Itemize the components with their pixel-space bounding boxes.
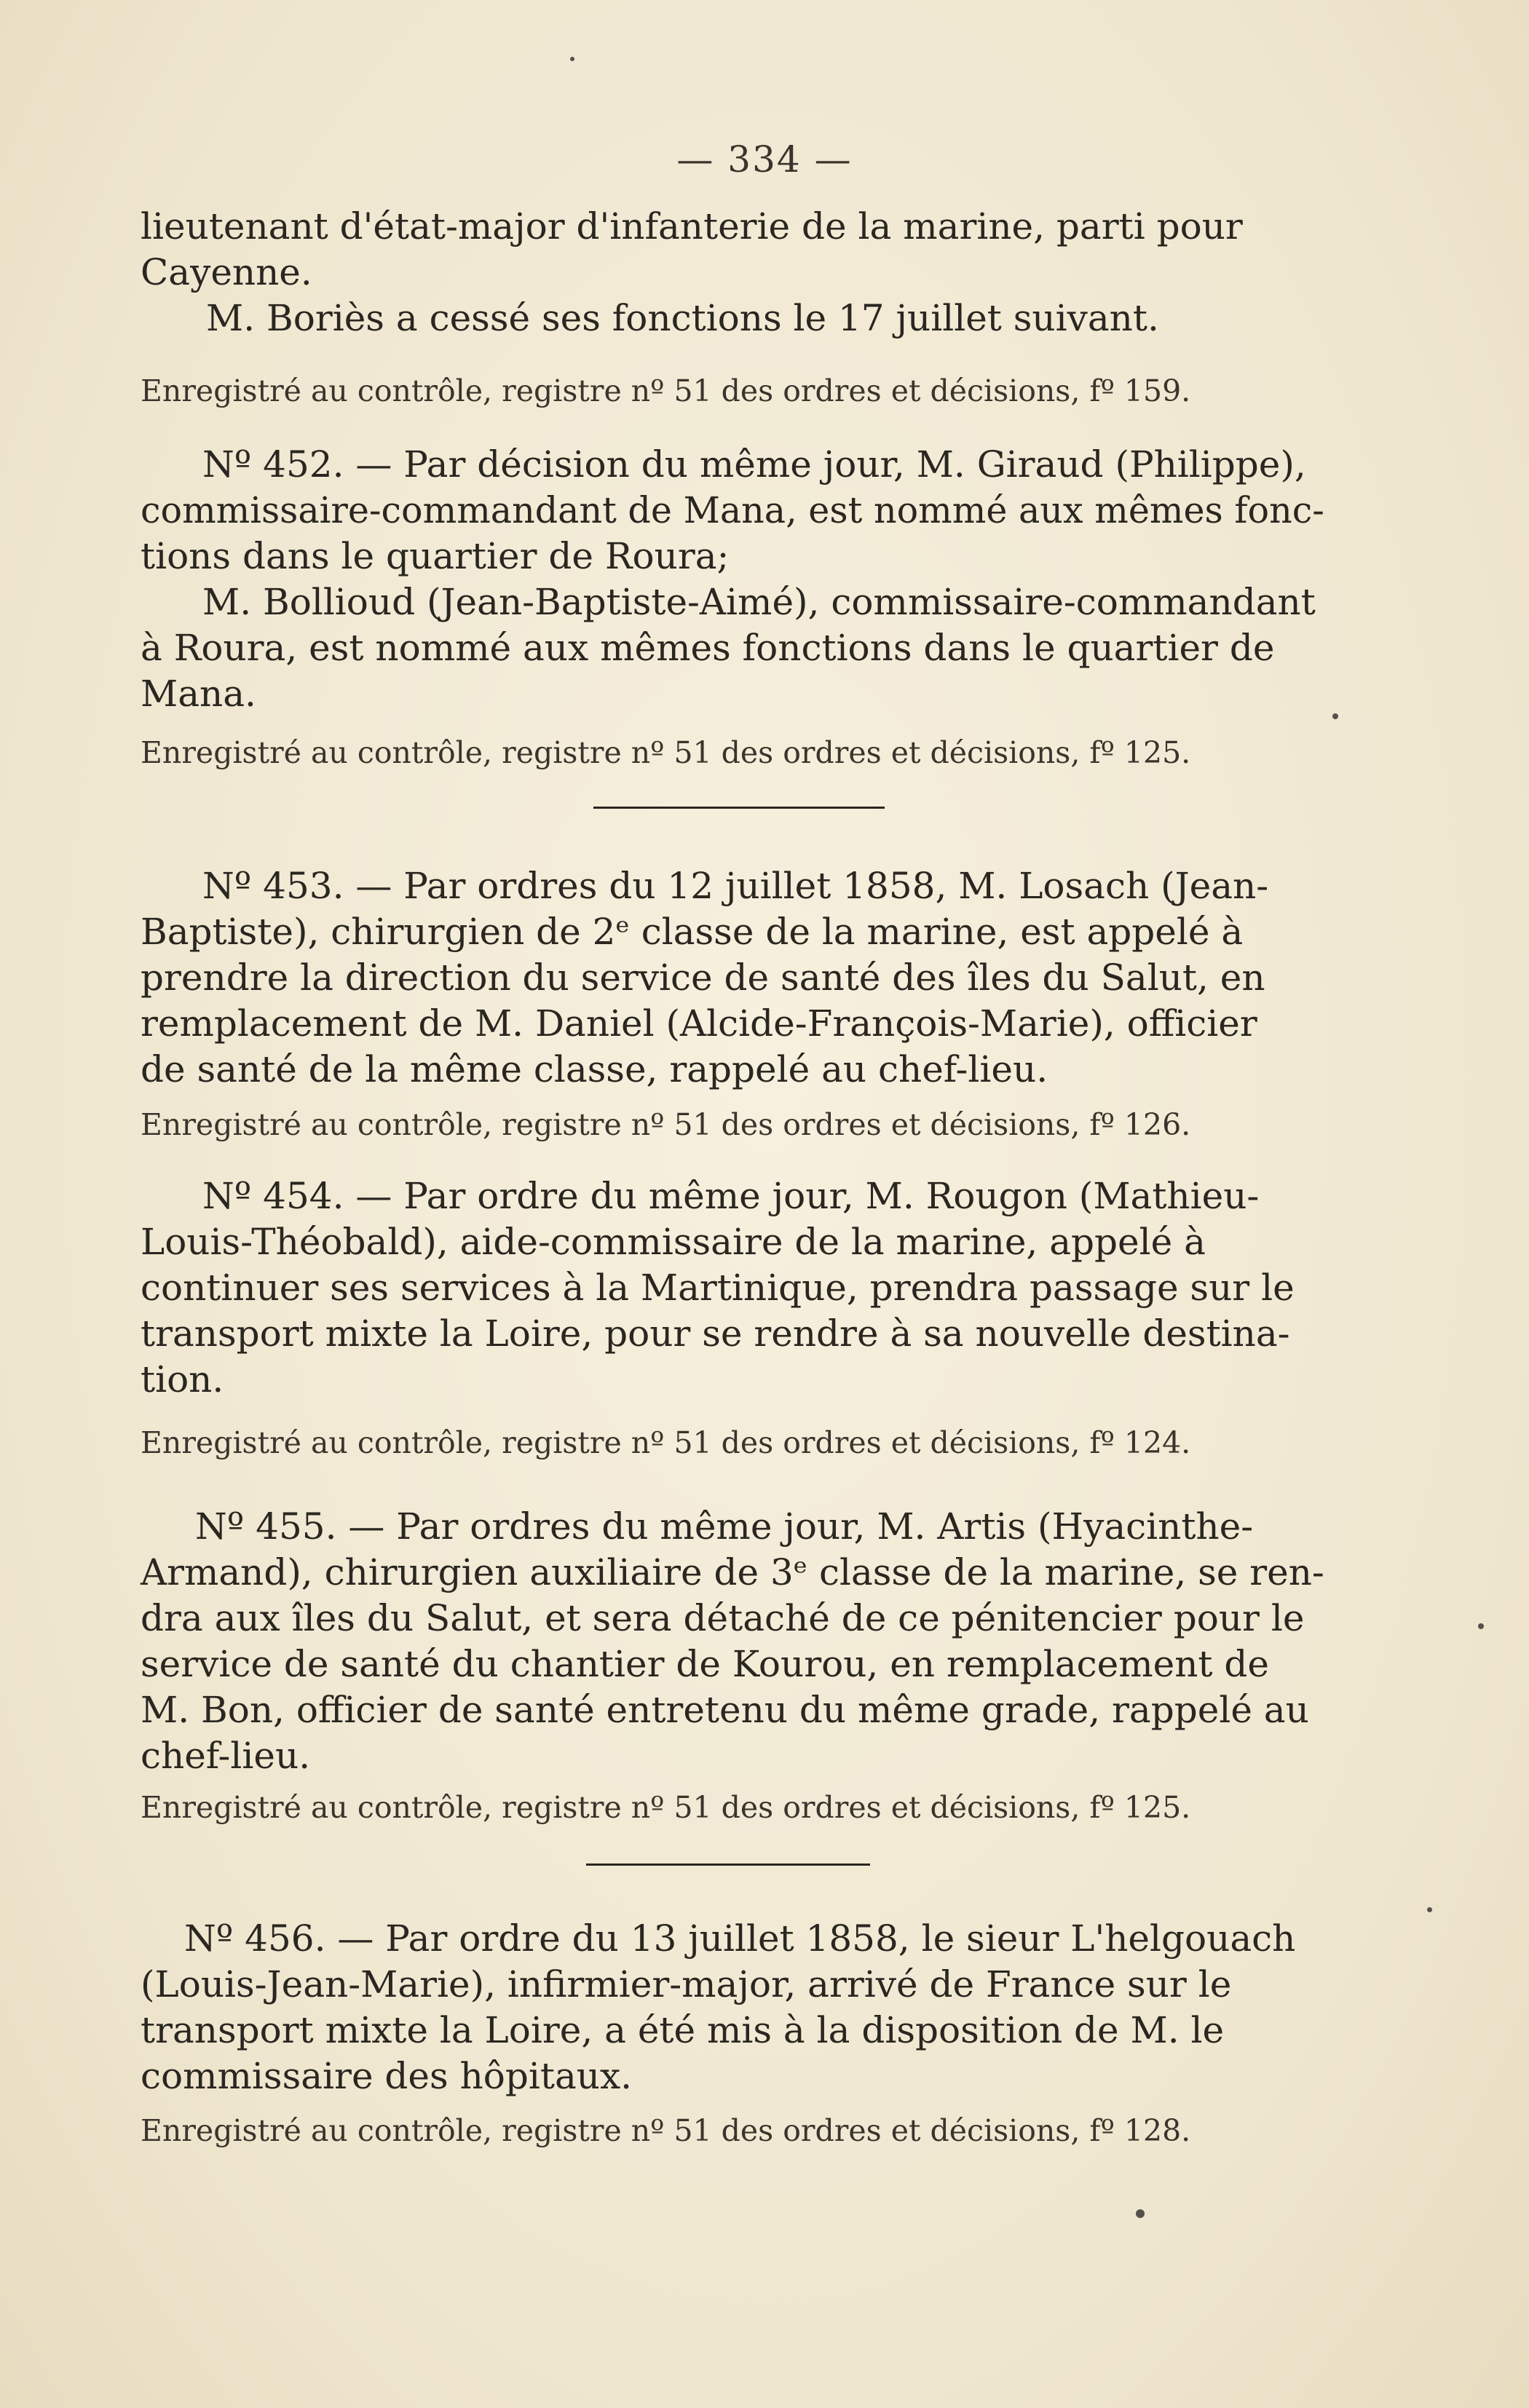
paper-speck — [1478, 1623, 1484, 1629]
text-line: (Louis-Jean-Marie), infirmier-major, arrivé de France sur le — [141, 1963, 1232, 2005]
text-line: Nº 453. — Par ordres du 12 juillet 1858, M. Losach (Jean- — [202, 865, 1269, 907]
text-line: transport mixte la Loire, a été mis à la disposition de M. le — [141, 2009, 1225, 2051]
text-line: chef-lieu. — [141, 1735, 311, 1777]
text-line: lieutenant d'état-major d'infanterie de la marine, parti pour — [141, 205, 1243, 247]
text-line: M. Bon, officier de santé entretenu du même grade, rappelé au — [141, 1689, 1309, 1731]
entry-452 — [141, 442, 1324, 717]
text-line: dra aux îles du Salut, et sera détaché de ce pénitencier pour le — [141, 1597, 1305, 1639]
text-line: Nº 452. — Par décision du même jour, M. Giraud (Philippe), — [202, 443, 1306, 486]
text-line: de santé de la même classe, rappelé au chef-lieu. — [141, 1048, 1048, 1090]
text-line: Nº 455. — Par ordres du même jour, M. Artis (Hyacinthe- — [195, 1505, 1254, 1548]
text-line: M. Boriès a cessé ses fonctions le 17 juillet suivant. — [206, 297, 1159, 339]
continuation-paragraph — [141, 204, 1324, 341]
text-line: commissaire des hôpitaux. — [141, 2055, 633, 2097]
text-line: Baptiste), chirurgien de 2ᵉ classe de la marine, est appelé à — [141, 911, 1244, 953]
text-line: commissaire-commandant de Mana, est nommé aux mêmes fonc- — [141, 489, 1324, 531]
section-divider — [593, 807, 885, 809]
text-line: Mana. — [141, 673, 256, 715]
text-line: tion. — [141, 1358, 224, 1401]
section-divider — [586, 1864, 870, 1866]
entry-454 — [141, 1173, 1324, 1403]
text-line: continuer ses services à la Martinique, prendra passage sur le — [141, 1267, 1295, 1309]
text-line: prendre la direction du service de santé des îles du Salut, en — [141, 957, 1265, 999]
text-line: Nº 456. — Par ordre du 13 juillet 1858, le sieur L'helgouach — [184, 1917, 1296, 1960]
paper-speck — [1136, 2209, 1145, 2218]
text-line: tions dans le quartier de Roura; — [141, 535, 730, 577]
paper-speck — [1332, 713, 1338, 719]
registration-note: Enregistré au contrôle, registre nº 51 des ordres et décisions, fº 128. — [141, 2113, 1191, 2148]
text-line: Cayenne. — [141, 251, 312, 293]
registration-note: Enregistré au contrôle, registre nº 51 des ordres et décisions, fº 126. — [141, 1107, 1191, 1142]
text-line: remplacement de M. Daniel (Alcide-François-Marie), officier — [141, 1002, 1257, 1045]
registration-note: Enregistré au contrôle, registre nº 51 des ordres et décisions, fº 125. — [141, 735, 1191, 770]
paper-speck — [1427, 1907, 1432, 1912]
registration-note: Enregistré au contrôle, registre nº 51 des ordres et décisions, fº 159. — [141, 373, 1191, 408]
registration-note: Enregistré au contrôle, registre nº 51 des ordres et décisions, fº 125. — [141, 1790, 1191, 1825]
text-line: M. Bollioud (Jean-Baptiste-Aimé), commissaire-commandant — [202, 581, 1316, 623]
text-line: service de santé du chantier de Kourou, en remplacement de — [141, 1643, 1269, 1685]
entry-455 — [141, 1504, 1324, 1779]
text-line: transport mixte la Loire, pour se rendre à sa nouvelle destina- — [141, 1312, 1290, 1355]
entry-453 — [141, 863, 1324, 1093]
text-line: Armand), chirurgien auxiliaire de 3ᵉ classe de la marine, se ren- — [141, 1551, 1324, 1593]
page-number: — 334 — — [676, 138, 853, 181]
text-line: Nº 454. — Par ordre du même jour, M. Rougon (Mathieu- — [202, 1175, 1260, 1217]
text-line: Louis-Théobald), aide-commissaire de la marine, appelé à — [141, 1221, 1206, 1263]
text-line: à Roura, est nommé aux mêmes fonctions dans le quartier de — [141, 627, 1275, 669]
entry-456 — [141, 1916, 1324, 2099]
registration-note: Enregistré au contrôle, registre nº 51 des ordres et décisions, fº 124. — [141, 1425, 1191, 1460]
paper-speck — [570, 57, 574, 61]
